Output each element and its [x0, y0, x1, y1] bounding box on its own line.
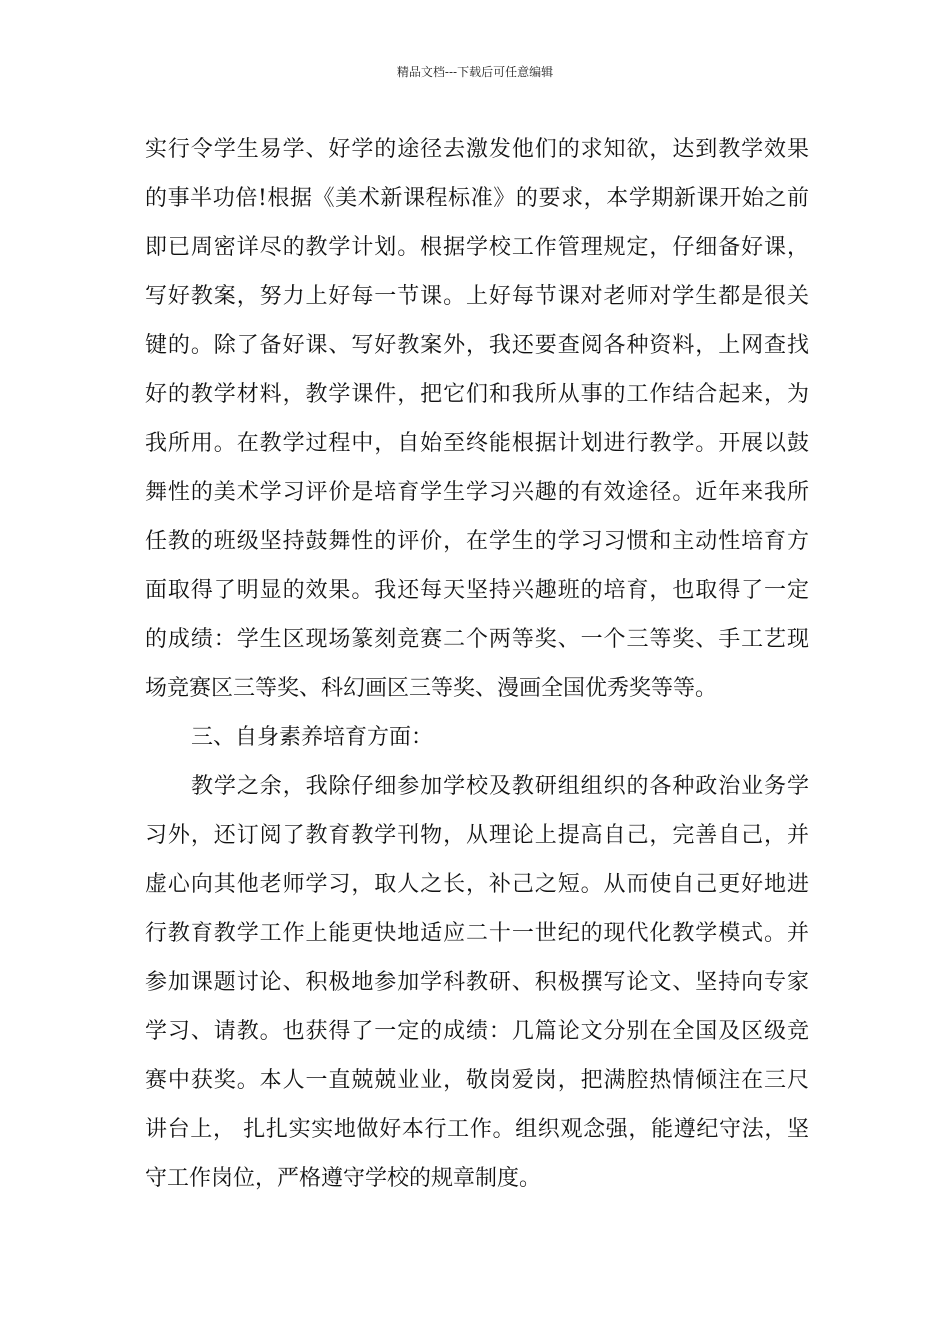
- text-line: 学习、请教。也获得了一定的成绩：几篇论文分别在全国及区级竞: [145, 1019, 809, 1044]
- document-body: [145, 125, 809, 1203]
- text-line: 好的教学材料，教学课件，把它们和我所从事的工作结合起来，为: [145, 382, 809, 407]
- text-line: 守工作岗位，严格遵守学校的规章制度。: [145, 1166, 542, 1191]
- text-line: 参加课题讨论、积极地参加学科教研、积极撰写论文、坚持向专家: [145, 970, 809, 995]
- text-line: 讲台上， 扎扎实实地做好本行工作。组织观念强，能遵纪守法，坚: [145, 1117, 809, 1142]
- text-line: 习外，还订阅了教育教学刊物，从理论上提高自己，完善自己，并: [145, 823, 809, 848]
- text-line: 的事半功倍!根据《美术新课程标准》的要求，本学期新课开始之前: [145, 186, 809, 211]
- text-line: 任教的班级坚持鼓舞性的评价，在学生的学习习惯和主动性培育方: [145, 529, 809, 554]
- text-line: 的成绩：学生区现场篆刻竞赛二个两等奖、一个三等奖、手工艺现: [145, 627, 809, 652]
- text-line: 虚心向其他老师学习，取人之长，补己之短。从而使自己更好地进: [145, 872, 809, 897]
- text-line: 场竞赛区三等奖、科幻画区三等奖、漫画全国优秀奖等等。: [145, 676, 718, 701]
- text-line: 舞性的美术学习评价是培育学生学习兴趣的有效途径。近年来我所: [145, 480, 809, 505]
- text-line: 赛中获奖。本人一直兢兢业业，敬岗爱岗，把满腔热情倾注在三尺: [145, 1068, 809, 1093]
- text-line: 键的。除了备好课、写好教案外，我还要查阅各种资料，上网查找: [145, 333, 809, 358]
- text-line: 实行令学生易学、好学的途径去激发他们的求知欲，达到教学效果: [145, 137, 809, 162]
- section-heading: 三、自身素养培育方面：: [191, 725, 434, 750]
- text-line: 行教育教学工作上能更快地适应二十一世纪的现代化教学模式。并: [145, 921, 809, 946]
- text-line: 我所用。在教学过程中，自始至终能根据计划进行教学。开展以鼓: [145, 431, 809, 456]
- text-line: 写好教案，努力上好每一节课。上好每节课对老师对学生都是很关: [145, 284, 809, 309]
- page-header: 精品文档---下载后可任意编辑: [396, 65, 554, 79]
- text-line: 即已周密详尽的教学计划。根据学校工作管理规定，仔细备好课，: [145, 235, 809, 260]
- text-line: 面取得了明显的效果。我还每天坚持兴趣班的培育，也取得了一定: [145, 578, 809, 603]
- text-line: 教学之余，我除仔细参加学校及教研组组织的各种政治业务学: [191, 774, 809, 799]
